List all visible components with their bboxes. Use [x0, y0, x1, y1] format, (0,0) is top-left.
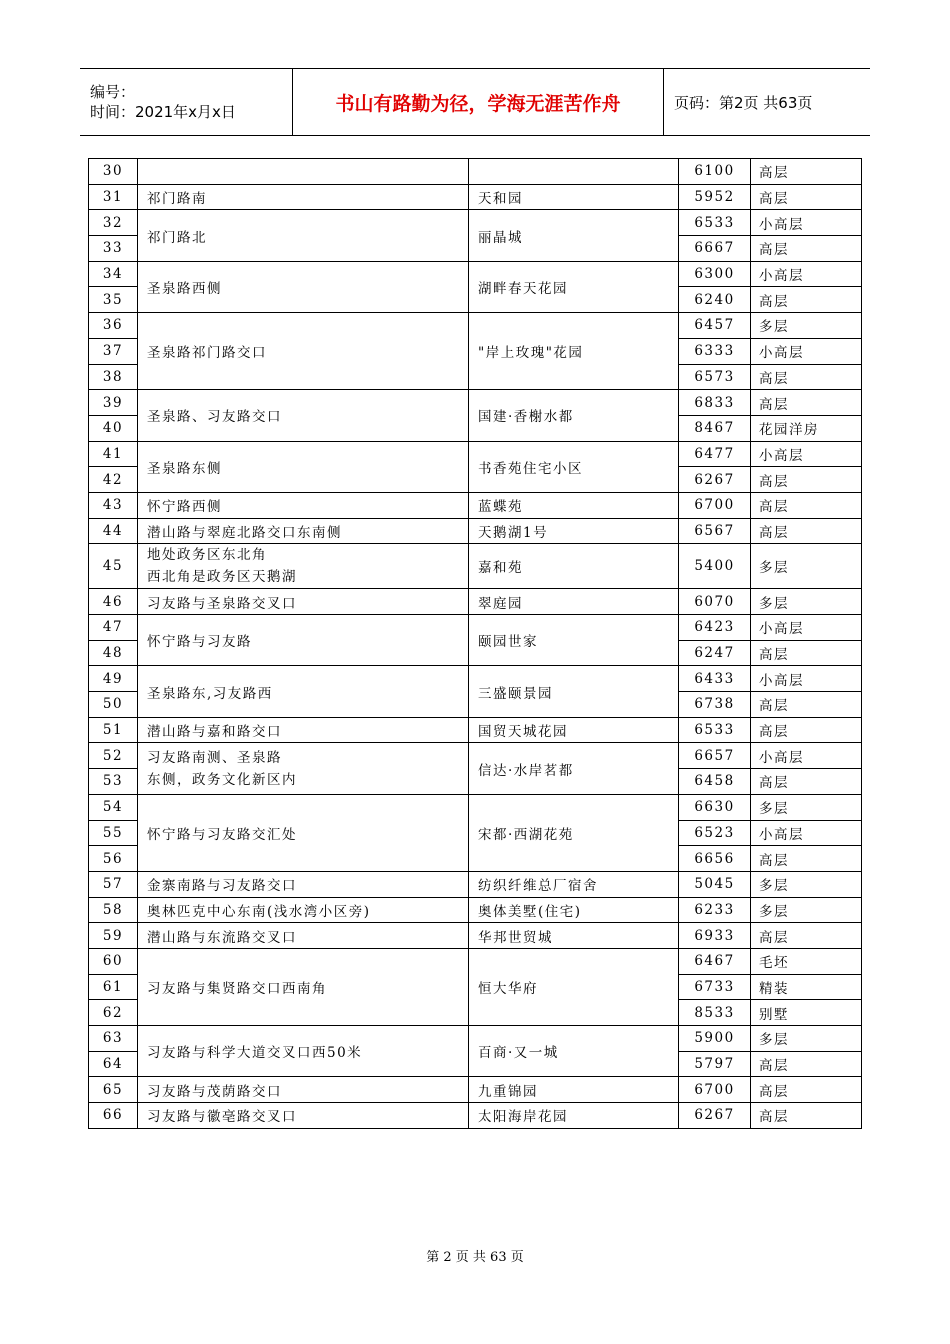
location-cell: 金寨南路与习友路交口: [138, 871, 469, 897]
building-type-cell: 别墅: [751, 1000, 862, 1026]
building-type-cell: 多层: [751, 794, 862, 820]
location-cell: 圣泉路、习友路交口: [138, 390, 469, 441]
building-type-cell: 小高层: [751, 820, 862, 846]
row-number: 56: [89, 846, 138, 872]
building-type-cell: 高层: [751, 1051, 862, 1077]
building-type-cell: 高层: [751, 640, 862, 666]
header-page-code: 页码：第2页 共63页: [664, 69, 871, 136]
table-row: [89, 159, 862, 185]
location-cell: 怀宁路与习友路交汇处: [138, 794, 469, 871]
row-number: 63: [89, 1026, 138, 1052]
table-row: [89, 441, 862, 467]
price-cell: 6333: [679, 338, 751, 364]
building-type-cell: 小高层: [751, 743, 862, 769]
building-type-cell: 高层: [751, 692, 862, 718]
location-line-2: 东侧，政务文化新区内: [147, 771, 297, 788]
project-cell: 太阳海岸花园: [469, 1103, 679, 1129]
table-row: [89, 1103, 862, 1129]
building-type-cell: 高层: [751, 769, 862, 795]
project-cell: 信达·水岸茗都: [469, 743, 679, 794]
building-type-cell: 高层: [751, 717, 862, 743]
location-cell: [138, 544, 469, 589]
row-number: 51: [89, 717, 138, 743]
building-type-cell: 高层: [751, 364, 862, 390]
building-type-cell: 高层: [751, 1077, 862, 1103]
location-line-1: 习友路南测、圣泉路: [147, 749, 282, 766]
price-cell: 6833: [679, 390, 751, 416]
price-cell: 6300: [679, 261, 751, 287]
price-cell: 6700: [679, 1077, 751, 1103]
location-cell: 潜山路与东流路交叉口: [138, 923, 469, 949]
price-cell: 6667: [679, 236, 751, 262]
table-row: [89, 794, 862, 820]
project-cell: 天鹅湖1号: [469, 518, 679, 544]
price-cell: 6423: [679, 615, 751, 641]
row-number: 42: [89, 467, 138, 493]
location-cell: 习友路与徽亳路交叉口: [138, 1103, 469, 1129]
location-cell: 习友路与圣泉路交叉口: [138, 589, 469, 615]
table-row: [89, 897, 862, 923]
location-cell: 怀宁路与习友路: [138, 615, 469, 666]
building-type-cell: 多层: [751, 897, 862, 923]
building-type-cell: 多层: [751, 313, 862, 339]
building-type-cell: 高层: [751, 923, 862, 949]
location-cell: 习友路与茂荫路交口: [138, 1077, 469, 1103]
header-meta: [80, 69, 293, 136]
project-cell: [469, 159, 679, 185]
row-number: 33: [89, 236, 138, 262]
building-type-cell: 高层: [751, 518, 862, 544]
location-cell: 圣泉路西侧: [138, 261, 469, 312]
price-cell: 6567: [679, 518, 751, 544]
building-type-cell: 小高层: [751, 666, 862, 692]
row-number: 37: [89, 338, 138, 364]
location-line-1: 地处政务区东北角: [147, 547, 267, 564]
location-cell: 潜山路与翠庭北路交口东南侧: [138, 518, 469, 544]
header-motto: 书山有路勤为径，学海无涯苦作舟: [293, 69, 664, 136]
table-row: [89, 615, 862, 641]
row-number: 35: [89, 287, 138, 313]
project-cell: 纺织纤维总厂宿舍: [469, 871, 679, 897]
row-number: 55: [89, 820, 138, 846]
building-type-cell: 小高层: [751, 615, 862, 641]
building-type-cell: 高层: [751, 236, 862, 262]
price-cell: 5900: [679, 1026, 751, 1052]
row-number: 43: [89, 492, 138, 518]
price-cell: 6267: [679, 1103, 751, 1129]
price-cell: 6477: [679, 441, 751, 467]
project-cell: "岸上玫瑰"花园: [469, 313, 679, 390]
location-line-2: 西北角是政务区天鹅湖: [147, 569, 297, 586]
location-cell: 奥林匹克中心东南(浅水湾小区旁): [138, 897, 469, 923]
time-label: 时间：2021年x月x日: [90, 103, 236, 121]
row-number: 36: [89, 313, 138, 339]
row-number: 58: [89, 897, 138, 923]
price-cell: 6070: [679, 589, 751, 615]
table-row: [89, 390, 862, 416]
table-row: [89, 717, 862, 743]
building-type-cell: 高层: [751, 492, 862, 518]
row-number: 30: [89, 159, 138, 185]
project-cell: 奥体美墅(住宅): [469, 897, 679, 923]
building-type-cell: 高层: [751, 467, 862, 493]
project-cell: 蓝蝶苑: [469, 492, 679, 518]
building-type-cell: 高层: [751, 159, 862, 185]
price-cell: 6457: [679, 313, 751, 339]
project-cell: 湖畔春天花园: [469, 261, 679, 312]
building-type-cell: 小高层: [751, 338, 862, 364]
table-row: [89, 210, 862, 236]
project-cell: 九重锦园: [469, 1077, 679, 1103]
row-number: 44: [89, 518, 138, 544]
building-type-cell: 多层: [751, 871, 862, 897]
project-cell: 华邦世贸城: [469, 923, 679, 949]
table-row: [89, 184, 862, 210]
building-type-cell: 高层: [751, 1103, 862, 1129]
price-cell: 6533: [679, 210, 751, 236]
price-cell: 6523: [679, 820, 751, 846]
row-number: 52: [89, 743, 138, 769]
building-type-cell: 小高层: [751, 441, 862, 467]
price-cell: 6267: [679, 467, 751, 493]
row-number: 45: [89, 544, 138, 589]
price-cell: 5952: [679, 184, 751, 210]
project-cell: 嘉和苑: [469, 544, 679, 589]
building-type-cell: 高层: [751, 846, 862, 872]
location-cell: 祁门路南: [138, 184, 469, 210]
project-cell: 宋都·西湖花苑: [469, 794, 679, 871]
row-number: 62: [89, 1000, 138, 1026]
table-row: [89, 261, 862, 287]
building-type-cell: 高层: [751, 287, 862, 313]
project-cell: 三盛颐景园: [469, 666, 679, 717]
building-type-cell: 多层: [751, 589, 862, 615]
price-cell: 6240: [679, 287, 751, 313]
price-cell: 6933: [679, 923, 751, 949]
table-row: [89, 948, 862, 974]
row-number: 38: [89, 364, 138, 390]
price-cell: 6657: [679, 743, 751, 769]
row-number: 53: [89, 769, 138, 795]
price-cell: 8467: [679, 415, 751, 441]
location-cell: 潜山路与嘉和路交口: [138, 717, 469, 743]
row-number: 31: [89, 184, 138, 210]
location-cell: 圣泉路祁门路交口: [138, 313, 469, 390]
price-cell: 6458: [679, 769, 751, 795]
row-number: 32: [89, 210, 138, 236]
project-cell: 国贸天城花园: [469, 717, 679, 743]
price-cell: 6733: [679, 974, 751, 1000]
table-row: [89, 743, 862, 769]
row-number: 49: [89, 666, 138, 692]
building-type-cell: 精装: [751, 974, 862, 1000]
price-cell: 6467: [679, 948, 751, 974]
project-cell: 恒大华府: [469, 948, 679, 1025]
building-type-cell: 小高层: [751, 261, 862, 287]
building-type-cell: 毛坯: [751, 948, 862, 974]
price-cell: 6100: [679, 159, 751, 185]
price-cell: 6738: [679, 692, 751, 718]
price-cell: 5045: [679, 871, 751, 897]
row-number: 34: [89, 261, 138, 287]
price-cell: 5797: [679, 1051, 751, 1077]
row-number: 60: [89, 948, 138, 974]
location-cell: 圣泉路东,习友路西: [138, 666, 469, 717]
price-cell: 8533: [679, 1000, 751, 1026]
housing-price-table: [88, 158, 862, 1129]
price-cell: 6533: [679, 717, 751, 743]
table-row: [89, 871, 862, 897]
location-cell: 习友路与科学大道交叉口西50米: [138, 1026, 469, 1077]
row-number: 61: [89, 974, 138, 1000]
price-cell: 6573: [679, 364, 751, 390]
page-header: [80, 68, 870, 136]
price-cell: 6247: [679, 640, 751, 666]
project-cell: 书香苑住宅小区: [469, 441, 679, 492]
price-cell: 5400: [679, 544, 751, 589]
table-row: [89, 666, 862, 692]
table-row: [89, 1077, 862, 1103]
location-cell: [138, 743, 469, 794]
price-cell: 6433: [679, 666, 751, 692]
table-row: [89, 313, 862, 339]
building-type-cell: 多层: [751, 1026, 862, 1052]
row-number: 65: [89, 1077, 138, 1103]
project-cell: 颐园世家: [469, 615, 679, 666]
price-cell: 6700: [679, 492, 751, 518]
row-number: 66: [89, 1103, 138, 1129]
price-cell: 6233: [679, 897, 751, 923]
table-row: [89, 518, 862, 544]
price-cell: 6656: [679, 846, 751, 872]
project-cell: 天和园: [469, 184, 679, 210]
table-row: [89, 1026, 862, 1052]
row-number: 48: [89, 640, 138, 666]
row-number: 59: [89, 923, 138, 949]
row-number: 39: [89, 390, 138, 416]
row-number: 64: [89, 1051, 138, 1077]
project-cell: 丽晶城: [469, 210, 679, 261]
row-number: 41: [89, 441, 138, 467]
building-type-cell: 小高层: [751, 210, 862, 236]
row-number: 50: [89, 692, 138, 718]
location-cell: 圣泉路东侧: [138, 441, 469, 492]
row-number: 40: [89, 415, 138, 441]
building-type-cell: 多层: [751, 544, 862, 589]
location-cell: 习友路与集贤路交口西南角: [138, 948, 469, 1025]
building-type-cell: 高层: [751, 390, 862, 416]
price-cell: 6630: [679, 794, 751, 820]
project-cell: 国建·香榭水都: [469, 390, 679, 441]
row-number: 57: [89, 871, 138, 897]
table-row: [89, 492, 862, 518]
location-cell: 祁门路北: [138, 210, 469, 261]
number-label: 编号：: [90, 83, 136, 101]
page-footer: 第 2 页 共 63 页: [426, 1250, 524, 1265]
project-cell: 百商·又一城: [469, 1026, 679, 1077]
row-number: 46: [89, 589, 138, 615]
table-row: [89, 923, 862, 949]
project-cell: 翠庭园: [469, 589, 679, 615]
building-type-cell: 花园洋房: [751, 415, 862, 441]
row-number: 47: [89, 615, 138, 641]
row-number: 54: [89, 794, 138, 820]
table-row: [89, 589, 862, 615]
location-cell: [138, 159, 469, 185]
location-cell: 怀宁路西侧: [138, 492, 469, 518]
table-row: [89, 544, 862, 589]
building-type-cell: 高层: [751, 184, 862, 210]
